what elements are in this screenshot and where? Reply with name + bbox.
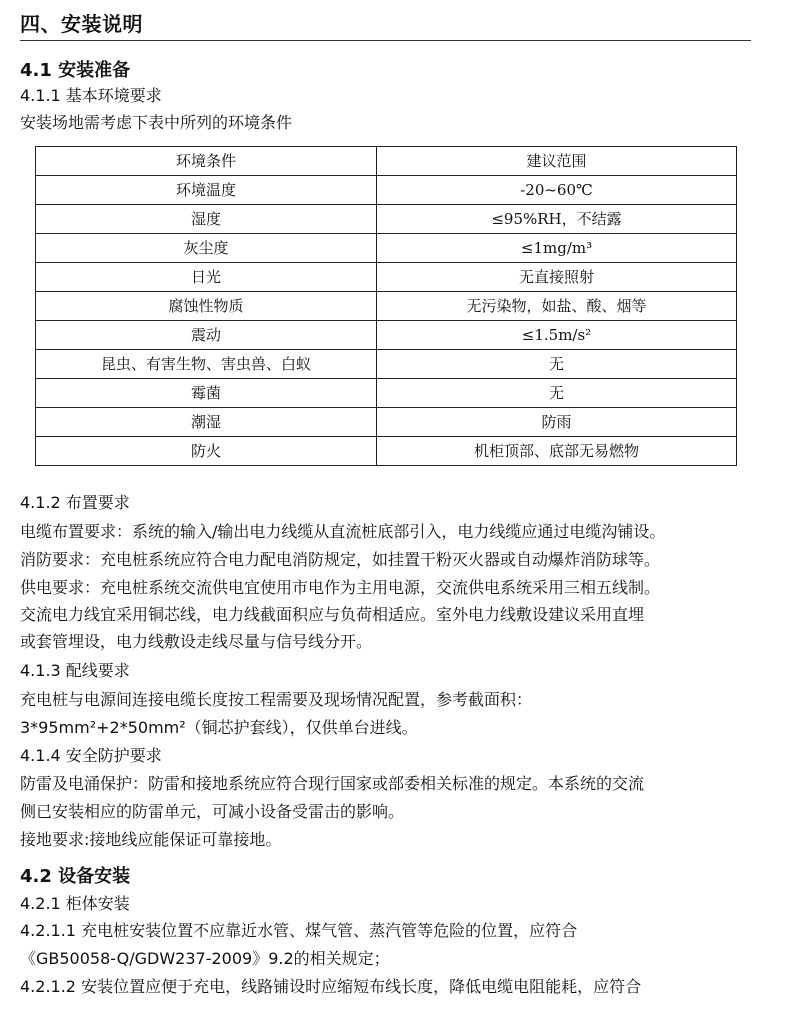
paragraph-line: 4.2.1.2 安装位置应便于充电，线路铺设时应缩短布线长度，降低电缆电阻能耗，应符合 — [20, 977, 642, 996]
section-title: 四、安装说明 — [20, 12, 143, 36]
table-cell: 环境温度 — [36, 176, 377, 205]
paragraph-line: 交流电力线宜采用铜芯线，电力线截面积应与负荷相适应。室外电力线敷设建议采用直埋 — [20, 605, 645, 624]
paragraph-line: 3*95mm²+2*50mm²（铜芯护套线），仅供单台进线。 — [20, 718, 418, 737]
heading-4-1: 4.1 安装准备 — [20, 60, 131, 81]
table-row — [36, 234, 737, 263]
table-cell: 无 — [377, 350, 737, 379]
table-cell: 无污染物，如盐、酸、烟等 — [377, 292, 737, 321]
heading-4-2: 4.2 设备安装 — [20, 866, 131, 887]
table-row — [36, 292, 737, 321]
table-row — [36, 176, 737, 205]
environment-table — [35, 146, 737, 466]
paragraph-line: 供电要求：充电桩系统交流供电宜使用市电作为主用电源，交流供电系统采用三相五线制。 — [20, 578, 661, 597]
paragraph-line: 防雷及电涌保护：防雷和接地系统应符合现行国家或部委相关标准的规定。本系统的交流 — [20, 774, 645, 793]
heading-4-1-1: 4.1.1 基本环境要求 — [20, 86, 162, 105]
table-cell: 日光 — [36, 263, 377, 292]
table-cell: 无直接照射 — [377, 263, 737, 292]
table-cell: 腐蚀性物质 — [36, 292, 377, 321]
paragraph-line: 《GB50058-Q/GDW237-2009》9.2的相关规定； — [20, 949, 390, 968]
paragraph-line: 侧已安装相应的防雷单元，可减小设备受雷击的影响。 — [20, 802, 405, 821]
title-divider — [20, 40, 751, 41]
table-row — [36, 321, 737, 350]
paragraph-line: 充电桩与电源间连接电缆长度按工程需要及现场情况配置，参考截面积： — [20, 690, 533, 709]
heading-4-1-2: 4.1.2 布置要求 — [20, 493, 130, 512]
table-cell: 震动 — [36, 321, 377, 350]
paragraph-line: 消防要求：充电桩系统应符合电力配电消防规定，如挂置干粉灭火器或自动爆炸消防球等。 — [20, 550, 661, 569]
table-row — [36, 437, 737, 466]
paragraph-line: 或套管埋设，电力线敷设走线尽量与信号线分开。 — [20, 632, 373, 651]
table-cell: 机柜顶部、底部无易燃物 — [377, 437, 737, 466]
table-cell: 湿度 — [36, 205, 377, 234]
table-cell: 防火 — [36, 437, 377, 466]
table-row — [36, 379, 737, 408]
table-cell: 防雨 — [377, 408, 737, 437]
table-cell: ≤95%RH，不结露 — [377, 205, 737, 234]
table-cell: 无 — [377, 379, 737, 408]
heading-4-2-1: 4.2.1 柜体安装 — [20, 894, 130, 913]
table-row — [36, 263, 737, 292]
table-cell: ≤1mg/m³ — [377, 234, 737, 263]
table-cell: 潮湿 — [36, 408, 377, 437]
table-cell: -20~60℃ — [377, 176, 737, 205]
table-row — [36, 350, 737, 379]
table-cell: ≤1.5m/s² — [377, 321, 737, 350]
table-cell: 昆虫、有害生物、害虫兽、白蚁 — [36, 350, 377, 379]
header-cell: 环境条件 — [36, 147, 377, 176]
table-intro-text: 安装场地需考虑下表中所列的环境条件 — [20, 113, 293, 132]
table-cell: 霉菌 — [36, 379, 377, 408]
table-cell: 灰尘度 — [36, 234, 377, 263]
paragraph-line: 接地要求:接地线应能保证可靠接地。 — [20, 830, 282, 849]
paragraph-line: 电缆布置要求：系统的输入/输出电力线缆从直流桩底部引入，电力线缆应通过电缆沟铺设。 — [20, 522, 666, 541]
heading-4-1-4: 4.1.4 安全防护要求 — [20, 746, 162, 765]
heading-4-1-3: 4.1.3 配线要求 — [20, 661, 130, 680]
table-row — [36, 205, 737, 234]
header-cell: 建议范围 — [377, 147, 737, 176]
paragraph-line: 4.2.1.1 充电桩安装位置不应靠近水管、煤气管、蒸汽管等危险的位置，应符合 — [20, 921, 578, 940]
table-row — [36, 408, 737, 437]
table-header-row — [36, 147, 737, 176]
